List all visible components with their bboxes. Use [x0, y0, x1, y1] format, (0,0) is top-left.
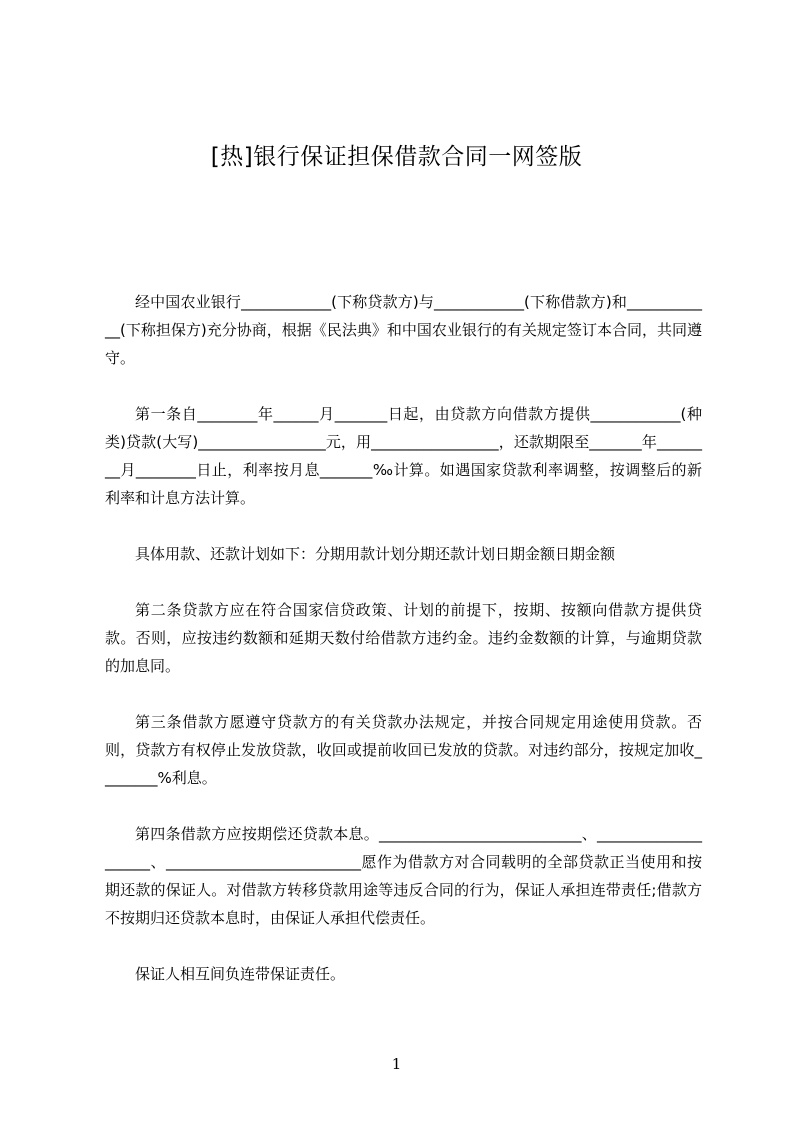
paragraph-spacer — [105, 512, 702, 540]
paragraph-joint-liability: 保证人相互间负连带保证责任。 — [135, 965, 346, 983]
paragraph-repayment-plan: 具体用款、还款计划如下：分期用款计划分期还款计划日期金额日期金额 — [135, 545, 616, 563]
paragraph-article-4: 第四条借款方应按期偿还贷款本息。___________________________、____________________、__________________________愿作为借款方对合同载明的全部贷款正当使用和按期还款的保证人。对借款方转移贷款用途等违反合同的行为，保证人承担连带责任;借款方不按期归还贷款本息时，由保证人承担代偿责任。 — [105, 825, 702, 927]
paragraph-article-2: 第二条贷款方应在符合国家信贷政策、计划的前提下，按期、按额向借款方提供贷款。否则，应按违约数额和延期天数付给借款方违约金。违约金数额的计算，与逾期贷款的加息同。 — [105, 601, 702, 675]
paragraph-article-1: 第一条自________年______月_______日起，由贷款方向借款方提供____________(种类)贷款(大写)_________________元，用_________________，还款期限至_______年________月________日止，利率按月息_______‰计算。如遇国家贷款利率调整，按调整后的新利率和计息方法计算。 — [105, 405, 702, 507]
paragraph-spacer — [105, 680, 702, 708]
page-number: 1 — [391, 1055, 402, 1073]
document-body — [105, 288, 702, 988]
paragraph-spacer — [105, 568, 702, 596]
paragraph-spacer — [105, 932, 702, 960]
paragraph-preamble: 经中国农业银行____________(下称贷款方)与____________(下称借款方)和____________(下称担保方)充分协商，根据《民法典》和中国农业银行的有关规定签订本合同，共同遵守。 — [105, 293, 702, 367]
paragraph-spacer — [105, 792, 702, 820]
document-title: [热]银行保证担保借款合同一网签版 — [210, 144, 583, 170]
paragraph-article-3: 第三条借款方愿遵守贷款方的有关贷款办法规定，并按合同规定用途使用贷款。否则，贷款方有权停止发放贷款，收回或提前收回已发放的贷款。对违约部分，按规定加收________%利息。 — [105, 713, 702, 787]
paragraph-spacer — [105, 372, 702, 400]
